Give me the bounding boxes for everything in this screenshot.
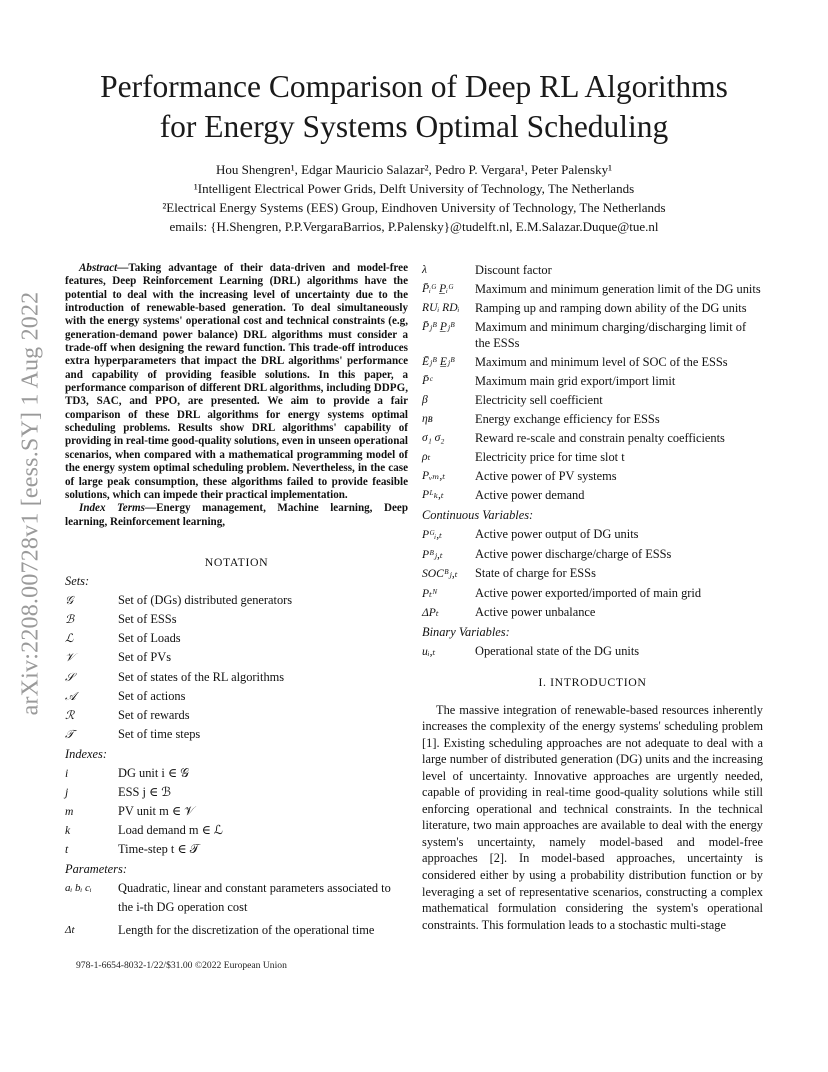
notation-description: Set of Loads <box>118 631 181 646</box>
notation-row <box>65 706 408 725</box>
notation-row <box>422 564 763 584</box>
notation-symbol: RUᵢ RDᵢ <box>422 301 460 314</box>
notation-description: ESS j ∈ ℬ <box>118 784 171 799</box>
notation-row <box>65 840 408 859</box>
notation-description: Set of time steps <box>118 727 201 742</box>
notation-description: DG unit i ∈ 𝒢 <box>118 765 189 780</box>
notation-description: Maximum and minimum charging/discharging limit of the ESSs <box>475 320 747 350</box>
notation-symbol: i <box>65 766 69 780</box>
arxiv-stamp <box>11 257 51 749</box>
left-column <box>65 262 408 944</box>
notation-row <box>422 319 763 351</box>
binary-variables-label: Binary Variables: <box>422 624 510 639</box>
notation-row <box>422 281 763 297</box>
notation-row <box>422 300 763 316</box>
notation-row <box>65 764 408 783</box>
binary-variables-list <box>422 642 763 661</box>
notation-symbol: ρₜ <box>422 450 431 463</box>
notation-symbol: ℬ <box>65 613 75 627</box>
notation-symbol: σ₁ σ₂ <box>422 431 445 444</box>
notation-row <box>65 783 408 802</box>
notation-description: Load demand m ∈ ℒ <box>118 823 223 838</box>
title-line-1: Performance Comparison of Deep RL Algorithms <box>100 69 728 104</box>
notation-description: Active power of PV systems <box>475 469 617 483</box>
notation-row <box>422 392 763 408</box>
notation-row <box>422 430 763 446</box>
notation-symbol: ℛ <box>65 709 75 723</box>
notation-description: Set of states of the RL algorithms <box>118 669 285 684</box>
parameters-list-left <box>65 879 408 941</box>
notation-description: Active power output of DG units <box>475 527 639 541</box>
notation-description: Length for the discretization of the operational time <box>118 922 375 937</box>
notation-description: Set of (DGs) distributed generators <box>118 592 293 607</box>
notation-symbol: Pᴳᵢ,ₜ <box>422 528 442 541</box>
author-emails: emails: {H.Shengren, P.P.VergaraBarrios, P.Palensky}@tudelft.nl, E.M.Salazar.Duque@tue.nl <box>169 219 659 234</box>
paper-title <box>40 67 788 147</box>
notation-symbol: Pᵥₘ,ₜ <box>422 469 446 482</box>
affiliation-1: ¹Intelligent Electrical Power Grids, Delft University of Technology, The Netherlands <box>193 181 635 196</box>
notation-description: Maximum main grid export/import limit <box>475 374 676 388</box>
notation-row <box>65 668 408 687</box>
notation-row <box>65 648 408 667</box>
sets-label: Sets: <box>65 573 90 588</box>
abstract-label: Abstract <box>79 262 118 274</box>
notation-symbol: SOCᴮⱼ,ₜ <box>422 567 458 580</box>
notation-symbol: Pᴸₖ,ₜ <box>422 488 444 501</box>
notation-symbol: 𝒯 <box>65 728 74 742</box>
author-block <box>40 160 788 236</box>
notation-symbol: Pᴮⱼ,ₜ <box>422 547 443 561</box>
notation-symbol: aᵢ bᵢ cᵢ <box>65 881 92 894</box>
notation-description: Set of ESSs <box>118 612 177 627</box>
notation-row <box>65 591 408 610</box>
notation-description: Electricity price for time slot t <box>475 450 625 464</box>
notation-symbol: Pₜᴺ <box>422 586 438 600</box>
notation-row <box>422 468 763 484</box>
notation-symbol: 𝒢 <box>65 593 74 607</box>
sets-list <box>65 591 408 745</box>
notation-row <box>422 584 763 604</box>
parameters-label: Parameters: <box>65 861 127 876</box>
notation-description: Active power unbalance <box>475 605 596 619</box>
continuous-variables-list <box>422 525 763 623</box>
continuous-variables-label: Continuous Variables: <box>422 508 534 522</box>
notation-description: Ramping up and ramping down ability of the DG units <box>475 301 747 315</box>
notation-description: Active power exported/imported of main grid <box>475 585 702 600</box>
notation-description: Time-step t ∈ 𝒯 <box>118 842 200 857</box>
notation-symbol: ηʙ <box>422 412 433 425</box>
indexes-label: Indexes: <box>65 746 107 761</box>
notation-symbol: k <box>65 824 71 838</box>
notation-description: Discount factor <box>475 263 552 277</box>
notation-description: Quadratic, linear and constant parameters associated to the i-th DG operation cost <box>118 880 391 914</box>
notation-row <box>422 373 763 389</box>
parameters-list-right <box>422 262 763 503</box>
notation-description: Maximum and minimum generation limit of the DG units <box>475 282 761 296</box>
notation-row <box>65 629 408 648</box>
copyright-footer: 978-1-6654-8032-1/22/$31.00 ©2022 European Union <box>76 960 287 971</box>
notation-row <box>422 525 763 545</box>
abstract-text: —Taking advantage of their data-driven and model-free features, Deep Reinforcement Learning (DRL) algorithms have the potential to deal with the increasing level of uncertainty due to the introduction of renewable-based generation. To deal simultaneously with the energy systems' operational cost and technical constraints (e.g, generation-demand power balance) DRL algorithms must consider a trade-off when designing the reward function. This trade-off introduces extra hyperparameters that impact the DRL algorithms' performance and capability of providing feasible solutions. In this paper, a performance comparison of different DRL algorithms, including DDPG, TD3, SAC, and PPO, are presented. We aim to provide a fair comparison of these DRL algorithms for energy systems optimal scheduling problems. Results show DRL algorithms' capability of providing in real-time good-quality solutions, even in unseen operational scenarios, when compared with a mathematical programming model of the energy system optimal scheduling problem. Nevertheless, in the case of large peak consumption, these algorithms failed to provide feasible solutions, which can impede their practical implementation. <box>65 262 408 501</box>
notation-symbol: P̄ᶜ <box>422 374 433 387</box>
notation-description: PV unit m ∈ 𝒱 <box>118 803 195 818</box>
notation-description: Set of rewards <box>118 708 190 723</box>
notation-row <box>65 610 408 629</box>
title-line-2: for Energy Systems Optimal Scheduling <box>159 109 669 144</box>
introduction-paragraph: The massive integration of renewable-based resources inherently increases the complexity of the energy systems' scheduling problem [1]. Existing scheduling approaches are not adequate to deal with a large number of distributed generation (DG) units and the increasing level of uncertainty. Innovative approaches are urgently needed, capable of providing in real-time good-quality solutions while still enforcing operational and technical constraints. In the technical literature, two main approaches are available to deal with the energy system's uncertainty, namely model-based and model-free approaches [2]. In model-based approaches, uncertainty is considered either by using a probability distribution function or by leveraging a set of representative scenarios, constructing a complex mathematical formulation considering the system's operational constraints. This formulation leads to a stochastic multi-stage <box>422 702 763 932</box>
notation-symbol: ΔPₜ <box>422 606 439 619</box>
notation-symbol: j <box>65 785 69 799</box>
notation-description: Energy exchange efficiency for ESSs <box>475 412 660 426</box>
arxiv-stamp-text: arXiv:2208.00728v1 [eess.SY] 1 Aug 2022 <box>17 291 44 715</box>
notation-description: Electricity sell coefficient <box>475 393 603 407</box>
notation-row <box>422 262 763 278</box>
notation-symbol: ℒ <box>65 632 74 646</box>
notation-description: Maximum and minimum level of SOC of the ESSs <box>475 355 728 369</box>
author-list: Hou Shengren¹, Edgar Mauricio Salazar², Pedro P. Vergara¹, Peter Palensky¹ <box>216 162 612 177</box>
notation-symbol: 𝒜 <box>65 689 76 703</box>
notation-row <box>65 879 408 917</box>
notation-heading: NOTATION <box>204 554 269 569</box>
notation-row <box>65 802 408 821</box>
index-terms-text: —Energy management, Machine learning, Deep learning, Reinforcement learning, <box>65 502 408 528</box>
notation-symbol: λ <box>422 263 428 276</box>
introduction-heading: I. INTRODUCTION <box>538 674 647 689</box>
notation-row <box>422 354 763 370</box>
notation-symbol: uᵢ,ₜ <box>422 644 436 658</box>
notation-description: Set of actions <box>118 688 186 703</box>
notation-row <box>65 725 408 744</box>
notation-symbol: β <box>422 393 428 406</box>
introduction-body <box>422 702 763 934</box>
notation-symbol: 𝒱 <box>65 651 75 665</box>
abstract <box>65 262 408 502</box>
notation-description: Active power demand <box>475 488 585 502</box>
index-terms-label: Index Terms <box>79 502 145 515</box>
indexes-list <box>65 764 408 860</box>
notation-row <box>422 642 763 661</box>
notation-description: Reward re-scale and constrain penalty coefficients <box>475 431 725 445</box>
notation-symbol: P̄ᵢᴳ P̲ᵢᴳ <box>422 282 454 295</box>
notation-symbol: m <box>65 804 74 818</box>
notation-description: Operational state of the DG units <box>475 643 640 658</box>
notation-description: Active power discharge/charge of ESSs <box>475 546 672 561</box>
notation-row <box>422 545 763 565</box>
notation-description: Set of PVs <box>118 650 172 665</box>
index-terms <box>65 502 408 529</box>
notation-row <box>422 487 763 503</box>
notation-symbol: 𝒮 <box>65 670 74 684</box>
notation-row <box>65 921 408 940</box>
right-column <box>422 262 763 933</box>
notation-row <box>422 449 763 465</box>
affiliation-2: ²Electrical Energy Systems (EES) Group, Eindhoven University of Technology, The Netherlands <box>162 200 666 215</box>
notation-symbol: Δt <box>65 923 75 936</box>
notation-symbol: t <box>65 843 69 857</box>
notation-row <box>65 687 408 706</box>
notation-description: State of charge for ESSs <box>475 566 596 580</box>
notation-row <box>422 411 763 427</box>
notation-symbol: Ēⱼᴮ E̲ⱼᴮ <box>422 355 455 368</box>
notation-symbol: P̄ⱼᴮ P̲ⱼᴮ <box>422 320 455 333</box>
notation-row <box>65 821 408 840</box>
notation-row <box>422 603 763 623</box>
